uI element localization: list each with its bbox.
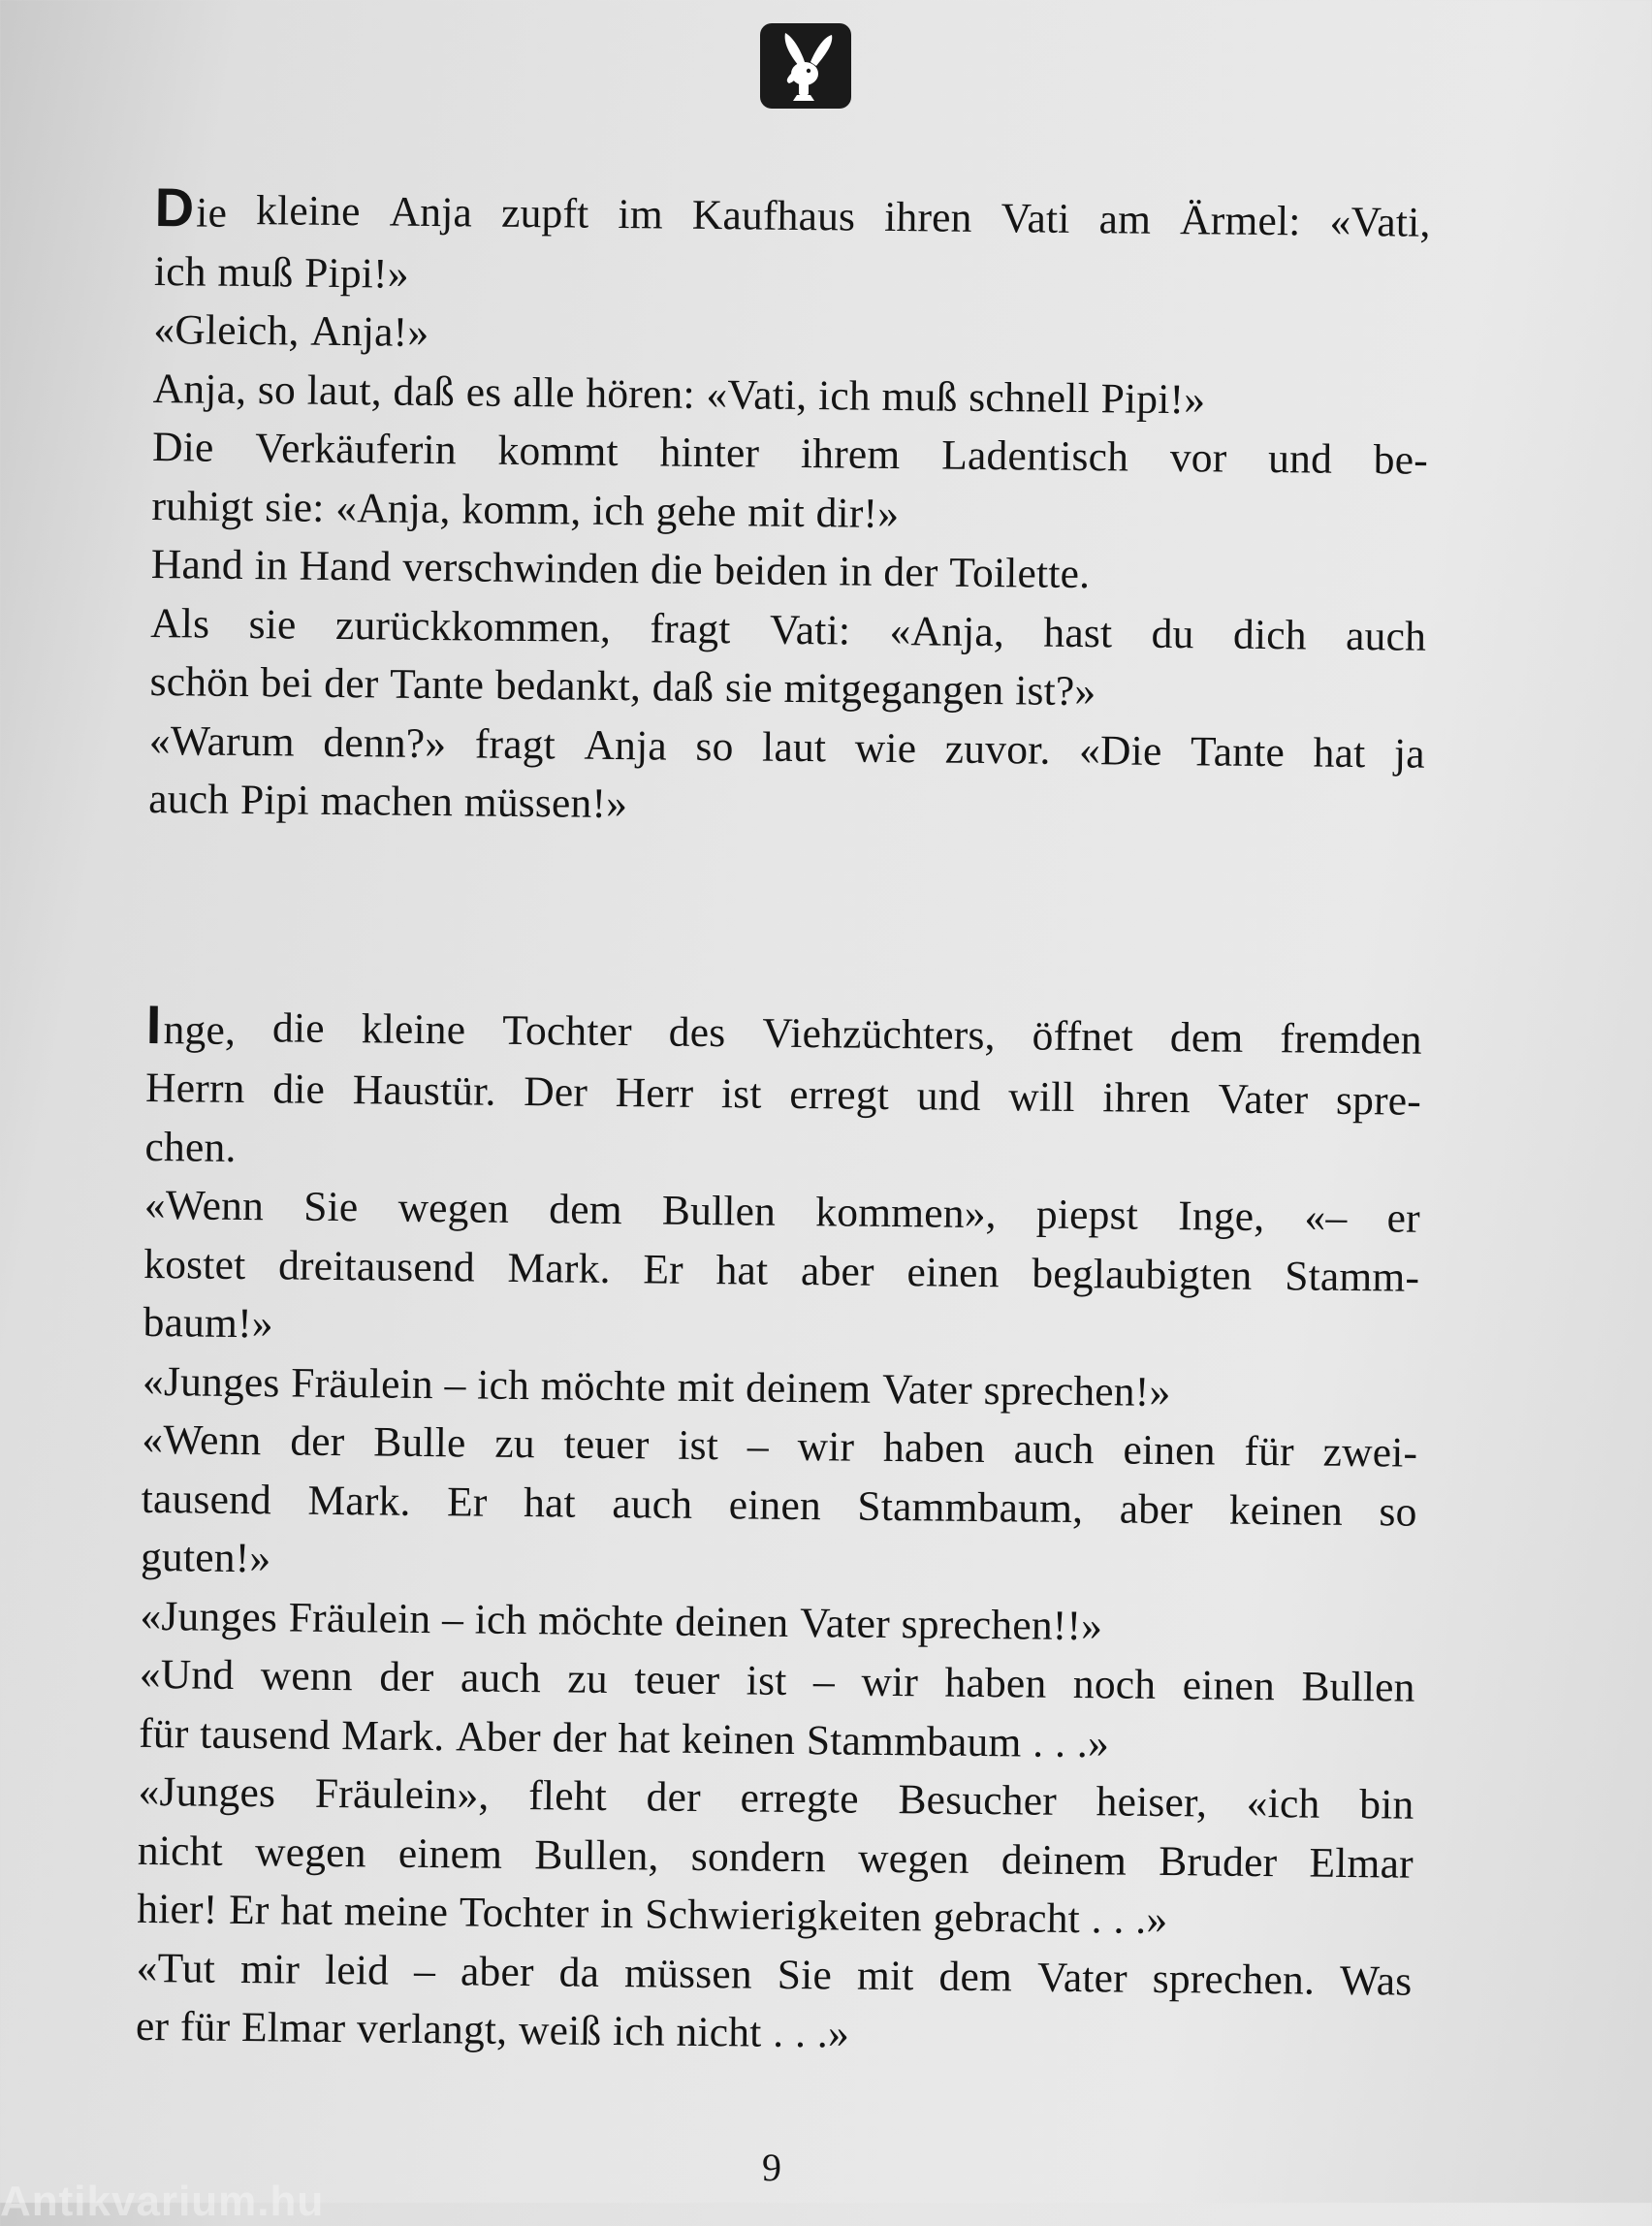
page-number: 9	[762, 2146, 781, 2189]
text-line: tausend Mark. Er hat auch einen Stammbaum, aber keinen so	[141, 1475, 1417, 1536]
text-line: chen.	[144, 1123, 237, 1171]
page-text	[135, 176, 1431, 2069]
text-line: nicht wegen einem Bullen, sondern wegen deinem Bruder Elmar	[137, 1827, 1414, 1888]
text-line: D ie kleine Anja zupft im Kaufhaus ihren Vati am Ärmel: «Vati,	[154, 176, 1431, 246]
text-line: kostet dreitausend Mark. Er hat aber einen beglaubigten Stamm-	[143, 1240, 1420, 1301]
drop-cap: I	[145, 993, 162, 1055]
text-line: «Und wenn der auch zu teuer ist – wir haben noch einen Bullen	[139, 1650, 1415, 1711]
text-line: hier! Er hat meine Tochter in Schwierigkeiten gebracht . . .»	[137, 1885, 1168, 1944]
text-line: «Wenn Sie wegen dem Bullen kommen», piepst Inge, «– er	[143, 1181, 1421, 1242]
text-line: «Junges Fräulein», fleht der erregte Besucher heiser, «ich bin	[138, 1767, 1414, 1828]
playboy-logo	[760, 23, 851, 109]
text-line: für tausend Mark. Aber der hat keinen Stammbaum . . .»	[138, 1709, 1110, 1766]
text-line: «Junges Fräulein – ich möchte mit deinem Vater sprechen!»	[142, 1357, 1171, 1415]
text-line: Die Verkäuferin kommt hinter ihrem Ladentisch vor und be-	[151, 423, 1429, 484]
drop-cap: D	[154, 176, 195, 238]
text-line: Herrn die Haustür. Der Herr ist erregt und will ihren Vater spre-	[144, 1064, 1422, 1125]
text-line: Als sie zurückkommen, fragt Vati: «Anja, hast du dich auch	[149, 599, 1427, 660]
text-line: er für Elmar verlangt, weiß ich nicht . . .»	[135, 2002, 850, 2057]
text-line: «Tut mir leid – aber da müssen Sie mit dem Vater sprechen. Was	[136, 1944, 1413, 2005]
text-line: Hand in Hand verschwinden die beiden in der Toilette.	[150, 540, 1091, 598]
text-line: «Wenn der Bulle zu teuer ist – wir haben auch einen für zwei-	[142, 1415, 1418, 1477]
text-line: guten!»	[140, 1533, 271, 1582]
text-line: baum!»	[143, 1298, 274, 1348]
watermark: Antikvarium.hu	[0, 2178, 325, 2225]
text-line: Anja, so laut, daß es alle hören: «Vati, ich muß schnell Pipi!»	[152, 365, 1206, 423]
text-line: «Junges Fräulein – ich möchte deinen Vater sprechen!!»	[140, 1592, 1103, 1649]
bunny-icon	[760, 23, 851, 109]
text-line: auch Pipi machen müssen!»	[148, 775, 628, 828]
story-1	[148, 176, 1431, 842]
text-line: I nge, die kleine Tochter des Viehzüchters, öffnet dem fremden	[145, 993, 1422, 1064]
text-line: schön bei der Tante bedankt, daß sie mitgegangen ist?»	[149, 657, 1096, 716]
text-line: ich muß Pipi!»	[153, 247, 409, 298]
text-line: «Warum denn?» fragt Anja so laut wie zuvor. «Die Tante hat ja	[148, 716, 1426, 778]
text-line: «Gleich, Anja!»	[153, 305, 429, 356]
text-line: ruhigt sie: «Anja, komm, ich gehe mit dir!»	[151, 482, 900, 537]
story-2	[135, 993, 1422, 2069]
